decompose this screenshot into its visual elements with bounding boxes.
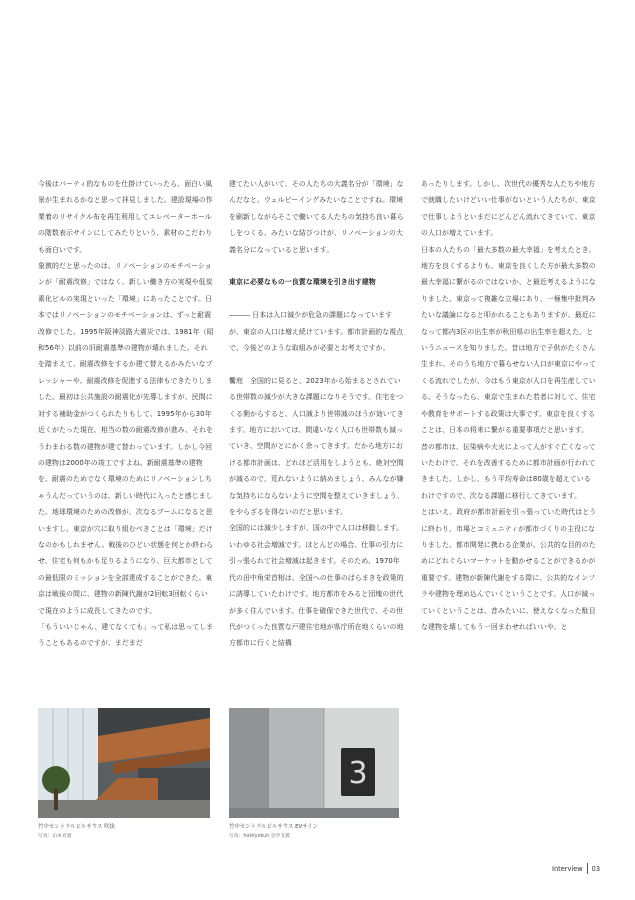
paragraph: あったりします。しかし、次世代の優秀な人たちや地方で就職したいけどいい仕事がないという人たちが、東京で仕事しようといまだにどんどん流れてきていて、東京の人口が増えています。 (421, 180, 596, 238)
paragraph: 今後はパーティ的なものを仕掛けていったら、面白い風景が生まれるかなと思って拝見しました。建設現場の作業着のリサイクル布を再生利用してエレベーターホールの階数表示サインにしてみたりという、素材のこだわりも面白いです。 (38, 180, 213, 254)
photo-caption-2 (229, 823, 318, 841)
text-column-2 (229, 176, 405, 652)
paragraph: 昔の都市は、伝染病や大火によって人がすぐ亡くなっていたわけで、それを改善するために都市計画が行われてきました。しかし、もう平均寿命は80歳を超えているわけですので、次なる課題に移行してきています。 (421, 442, 596, 500)
paragraph: 象徴的だと思ったのは、リノベーションのモチベーションが「耐震改修」ではなく、新しい働き方の実現や低炭素化ビルの実現といった「環境」にあったことです。日本ではリノベーションのモチベーションは、ずっと耐震改修でした。1995年阪神淡路大震災では、1981年（昭和56年）以前の旧耐震基準の建物が壊れました。それを踏まえて、耐震改修をするか建て替えるかみたいなプレッシャーや、耐震改修を促進する法律もできたりしました。最初は公共施設の耐震化が先導しますが、民間に対する補助金がつくられたりもして、1995年から30年近くがたった現在、相当の数の耐震改修が進み、それをうわまわる数の建物が建て替わっています。しかし今回の建物は2000年の竣工ですよね。新耐震基準の建物を、耐震のためでなく環境のためにリノベーションしちゃうんだっていうのは、新しい時代に入ったと感じました。地球環境のための改修が、次なるブームになると思いますし、東京が穴に取り組むべきことは「環境」だけなのかもしれません。戦後のひどい状態を何とか終わらせ、住宅も何もかも足りるようになり、巨大都市としての最低限のミッションを全部達成することができた。東京は戦後の間に、建物の新陳代謝が2回転3回転くらいで現在のように成長してきたのです。 (38, 262, 214, 615)
text-column-3 (421, 176, 597, 635)
paragraph: 全国的には減少しますが、国の中で人口は移動します。いわゆる社会増減です。ほとんどの場合、仕事の引力に引っ張られて社会増減は起きます。そのため、1970年代の田中角栄首相は、全国への仕事のばらまきを政策的に誘導していたわけです。地方都市をみると団塊の世代が多く住んでいます。仕事を確保できた世代で、その世代がつくった良質な戸建住宅地が県庁所在地くらいの地方都市に行くと結構 (229, 524, 404, 648)
elevator-sign-photo (229, 708, 399, 818)
section-label: Interview (552, 864, 583, 873)
svg-text:3: 3 (348, 756, 368, 791)
interviewer-question: ――― 日本は人口減少が危急の課題になっていますが、東京の人口は増え続けています。都市計画的な視点で、今後どのような取組みが必要とお考えですか。 (229, 311, 404, 353)
page-number: 03 (591, 864, 601, 873)
text-column-1 (38, 176, 214, 652)
paragraph: 饗庭 全国的に見ると、2023年から始まるとされている世帯数の減少が大きな課題になりそうです。住宅をつくる側からすると、人口減より世帯減のほうが効いてきます。地方においては、間違いなく人口も世帯数も減っていき、空間がとにかく余ってきます。だから地方における都市計画は、どれほど活用をしようとも、絶対空間が減るので、荒れないように納めましょう、みんなが嫌な気持ちにならないように空間を整えていきましょう、をやらざるを得ないのだと思います。 (229, 376, 404, 517)
caption-credit: 写真：山本育憲 (38, 834, 72, 839)
section-heading: 東京に必要なもの一良質な環境を引き出す建物 (229, 278, 376, 287)
caption-title: 竹中セントラルビルサウス EVサイン (229, 824, 318, 830)
page-footer (552, 863, 600, 874)
paragraph: 建てたい人がいて、その人たちの大義名分が「環境」なんだなと。ウェルビーイングみたいなことですね。環境を刷新しながらそこで働いてる人たちの気持ち良い暮らしをつくる、みたいな結びつけが、リノベーションの大義名分になっていると思います。 (229, 180, 404, 254)
paragraph: とはいえ、政府が都市計画を引っ張っていた時代はとうに終わり、市場とコミュニティが都市づくりの主役になりました。都市開発に携わる企業が、公共的な目的のためにどれぐらいマーケットを動かせることができるかが重要です。建物が新陳代謝をする際に、公共的なインフラや建物を埋め込んでいくということです。人口が減っていくということは、昔みたいに、使えなくなった駄目な建物を壊してもう一回まわせればいいや、と (421, 508, 597, 631)
caption-title: 竹中セントラルビルサウス 吹抜 (38, 824, 115, 830)
atrium-photo (38, 708, 210, 818)
footer-divider (587, 863, 588, 874)
paragraph: 日本の人たちの「最大多数の最大幸福」を考えたとき、地方を良くするよりも、東京を良くした方が最大多数の最大幸福に繋がるのではないか、と最近考えるようになりました。東京って複雑な立場にあり、一極集中批判みたいな議論になると叩かれることもありますが、最近になって都内3区の出生率が秋田県の出生率を超えた、というニュースを知りました。昔は地方で子供がたくさん生まれ、そのうち地方で暮らせない人口が東京にやってくる流れでしたが、今はもう東京が人口を再生産している。そうなったら、東京で生まれた若者に対して、住宅や教育をサポートする政策は大事です。東京を良くすることは、日本の将来に繋がる重要事項だと思います。 (421, 245, 596, 435)
photo-caption-1 (38, 823, 115, 841)
caption-credit: 写真：hokkyokuh 見学支援 (229, 834, 290, 839)
paragraph: 「もういいじゃん、建てなくても」って私は思ってしまうこともあるのですが、まだまだ (38, 622, 214, 648)
